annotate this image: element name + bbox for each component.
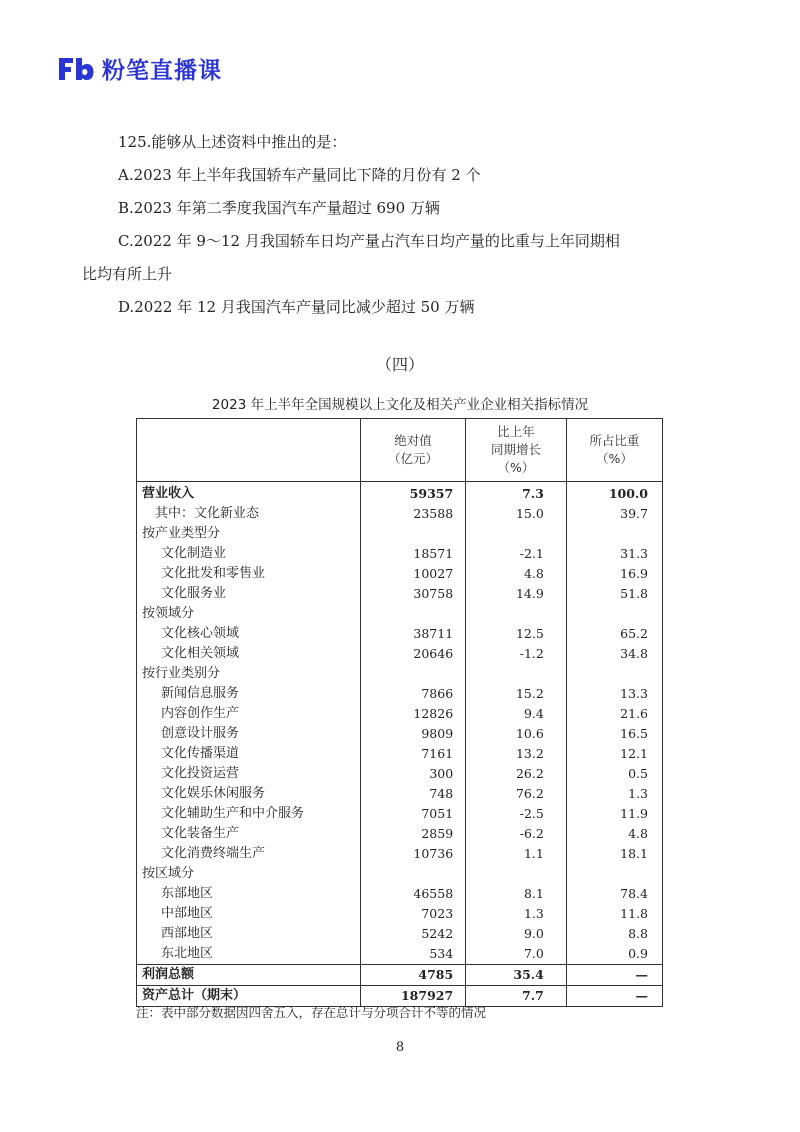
cell-absolute-value: 7051 <box>360 804 465 824</box>
option-b: B.2023 年第二季度我国汽车产量超过 690 万辆 <box>118 199 440 217</box>
cell-share: 13.3 <box>566 684 662 704</box>
cell-yoy-growth: 9.4 <box>466 704 567 724</box>
table-row <box>137 864 663 884</box>
cell-yoy-growth: 15.0 <box>466 504 567 524</box>
table-note: 注：表中部分数据因四舍五入，存在总计与分项合计不等的情况 <box>136 1005 487 1020</box>
cell-share: 18.1 <box>566 844 662 864</box>
row-name: 内容创作生产 <box>137 704 361 724</box>
cell-yoy-growth: 7.3 <box>466 482 567 505</box>
table-row <box>137 824 663 844</box>
row-name: 东北地区 <box>137 944 361 965</box>
header-corner <box>137 419 361 482</box>
row-name: 文化娱乐休闲服务 <box>137 784 361 804</box>
row-name: 东部地区 <box>137 884 361 904</box>
cell-share <box>566 864 662 884</box>
table-row <box>137 664 663 684</box>
row-name: 文化批发和零售业 <box>137 564 361 584</box>
cell-share: 51.8 <box>566 584 662 604</box>
row-name: 文化传播渠道 <box>137 744 361 764</box>
page-number: 8 <box>395 1040 405 1055</box>
cell-share: 16.5 <box>566 724 662 744</box>
cell-yoy-growth <box>466 864 567 884</box>
cell-absolute-value: 2859 <box>360 824 465 844</box>
cell-yoy-growth <box>466 604 567 624</box>
brand-logo <box>56 52 222 85</box>
cell-share <box>566 664 662 684</box>
table-row <box>137 624 663 644</box>
cell-absolute-value: 7161 <box>360 744 465 764</box>
cell-share: 11.9 <box>566 804 662 824</box>
row-name: 文化投资运营 <box>137 764 361 784</box>
table-row <box>137 544 663 564</box>
cell-absolute-value: 20646 <box>360 644 465 664</box>
row-name: 西部地区 <box>137 924 361 944</box>
option-c: C.2022 年 9～12 月我国轿车日均产量占汽车日均产量的比重与上年同期相 <box>118 232 620 250</box>
cell-yoy-growth <box>466 524 567 544</box>
row-name: 文化制造业 <box>137 544 361 564</box>
cell-yoy-growth <box>466 664 567 684</box>
cell-absolute-value: 18571 <box>360 544 465 564</box>
cell-absolute-value: 9809 <box>360 724 465 744</box>
cell-absolute-value: 187927 <box>360 986 465 1007</box>
table-row <box>137 504 663 524</box>
question-block <box>82 132 698 330</box>
cell-absolute-value: 23588 <box>360 504 465 524</box>
row-name: 按领域分 <box>137 604 361 624</box>
table-row <box>137 644 663 664</box>
cell-share: — <box>566 986 662 1007</box>
row-name: 文化辅助生产和中介服务 <box>137 804 361 824</box>
cell-absolute-value: 10027 <box>360 564 465 584</box>
cell-share: 100.0 <box>566 482 662 505</box>
header-share: 所占比重 （%） <box>566 419 662 482</box>
row-name: 文化服务业 <box>137 584 361 604</box>
table-row <box>137 684 663 704</box>
table-title: 2023 年上半年全国规模以上文化及相关产业企业相关指标情况 <box>211 397 589 413</box>
cell-yoy-growth: 4.8 <box>466 564 567 584</box>
cell-yoy-growth: 13.2 <box>466 744 567 764</box>
table-row <box>137 804 663 824</box>
cell-absolute-value: 534 <box>360 944 465 965</box>
cell-share: 0.5 <box>566 764 662 784</box>
cell-absolute-value <box>360 604 465 624</box>
cell-absolute-value: 748 <box>360 784 465 804</box>
row-name: 按行业类别分 <box>137 664 361 684</box>
cell-yoy-growth: 1.1 <box>466 844 567 864</box>
cell-share: — <box>566 965 662 986</box>
cell-yoy-growth: 9.0 <box>466 924 567 944</box>
cell-share: 4.8 <box>566 824 662 844</box>
row-name: 文化相关领域 <box>137 644 361 664</box>
indicator-table <box>136 418 663 1007</box>
cell-yoy-growth: 26.2 <box>466 764 567 784</box>
table-row <box>137 584 663 604</box>
question-stem: 125.能够从上述资料中推出的是： <box>118 133 347 151</box>
row-name: 文化核心领域 <box>137 624 361 644</box>
row-name: 营业收入 <box>137 482 361 505</box>
cell-yoy-growth: 14.9 <box>466 584 567 604</box>
table-row <box>137 704 663 724</box>
row-name: 中部地区 <box>137 904 361 924</box>
row-name: 资产总计（期末） <box>137 986 361 1007</box>
cell-share: 16.9 <box>566 564 662 584</box>
table-row <box>137 784 663 804</box>
row-name: 创意设计服务 <box>137 724 361 744</box>
option-c-continued: 比均有所上升 <box>82 265 173 283</box>
table-row <box>137 844 663 864</box>
cell-yoy-growth: 15.2 <box>466 684 567 704</box>
cell-yoy-growth: -2.5 <box>466 804 567 824</box>
cell-absolute-value <box>360 524 465 544</box>
section-label: （四） <box>375 355 424 374</box>
table-row <box>137 924 663 944</box>
cell-absolute-value <box>360 864 465 884</box>
cell-yoy-growth: 76.2 <box>466 784 567 804</box>
cell-share: 34.8 <box>566 644 662 664</box>
cell-yoy-growth: 7.0 <box>466 944 567 965</box>
table-row <box>137 904 663 924</box>
cell-share: 65.2 <box>566 624 662 644</box>
cell-share: 11.8 <box>566 904 662 924</box>
cell-share: 21.6 <box>566 704 662 724</box>
table-row <box>137 724 663 744</box>
header-absolute-value: 绝对值 （亿元） <box>360 419 465 482</box>
table-row <box>137 564 663 584</box>
fenbi-logo-icon <box>56 54 96 84</box>
table-row <box>137 524 663 544</box>
cell-absolute-value: 300 <box>360 764 465 784</box>
cell-yoy-growth: 12.5 <box>466 624 567 644</box>
cell-share: 1.3 <box>566 784 662 804</box>
table-row <box>137 884 663 904</box>
cell-yoy-growth: 35.4 <box>466 965 567 986</box>
cell-absolute-value: 30758 <box>360 584 465 604</box>
row-name: 按区域分 <box>137 864 361 884</box>
cell-absolute-value: 59357 <box>360 482 465 505</box>
cell-absolute-value: 7023 <box>360 904 465 924</box>
table-row <box>137 482 663 505</box>
option-a: A.2023 年上半年我国轿车产量同比下降的月份有 2 个 <box>118 166 481 184</box>
header-yoy-growth: 比上年 同期增长 （%） <box>466 419 567 482</box>
brand-name: 粉笔直播课 <box>102 58 222 84</box>
option-d: D.2022 年 12 月我国汽车产量同比减少超过 50 万辆 <box>118 298 475 316</box>
row-name: 文化消费终端生产 <box>137 844 361 864</box>
cell-yoy-growth: 10.6 <box>466 724 567 744</box>
cell-absolute-value: 5242 <box>360 924 465 944</box>
cell-share: 12.1 <box>566 744 662 764</box>
cell-share: 39.7 <box>566 504 662 524</box>
table-row <box>137 764 663 784</box>
table-body <box>137 482 663 1007</box>
table-row <box>137 744 663 764</box>
cell-absolute-value <box>360 664 465 684</box>
table-row <box>137 604 663 624</box>
cell-share: 31.3 <box>566 544 662 564</box>
cell-share: 8.8 <box>566 924 662 944</box>
cell-share <box>566 604 662 624</box>
cell-absolute-value: 10736 <box>360 844 465 864</box>
cell-yoy-growth: 8.1 <box>466 884 567 904</box>
row-name: 新闻信息服务 <box>137 684 361 704</box>
cell-absolute-value: 4785 <box>360 965 465 986</box>
cell-yoy-growth: -2.1 <box>466 544 567 564</box>
row-name: 其中：文化新业态 <box>137 504 361 524</box>
row-name: 利润总额 <box>137 965 361 986</box>
table-row <box>137 944 663 965</box>
row-name: 按产业类型分 <box>137 524 361 544</box>
cell-share: 78.4 <box>566 884 662 904</box>
cell-share: 0.9 <box>566 944 662 965</box>
cell-absolute-value: 38711 <box>360 624 465 644</box>
cell-absolute-value: 12826 <box>360 704 465 724</box>
cell-yoy-growth: 7.7 <box>466 986 567 1007</box>
cell-absolute-value: 7866 <box>360 684 465 704</box>
cell-share <box>566 524 662 544</box>
row-name: 文化装备生产 <box>137 824 361 844</box>
cell-absolute-value: 46558 <box>360 884 465 904</box>
table-row <box>137 965 663 986</box>
cell-yoy-growth: -6.2 <box>466 824 567 844</box>
cell-yoy-growth: 1.3 <box>466 904 567 924</box>
cell-yoy-growth: -1.2 <box>466 644 567 664</box>
